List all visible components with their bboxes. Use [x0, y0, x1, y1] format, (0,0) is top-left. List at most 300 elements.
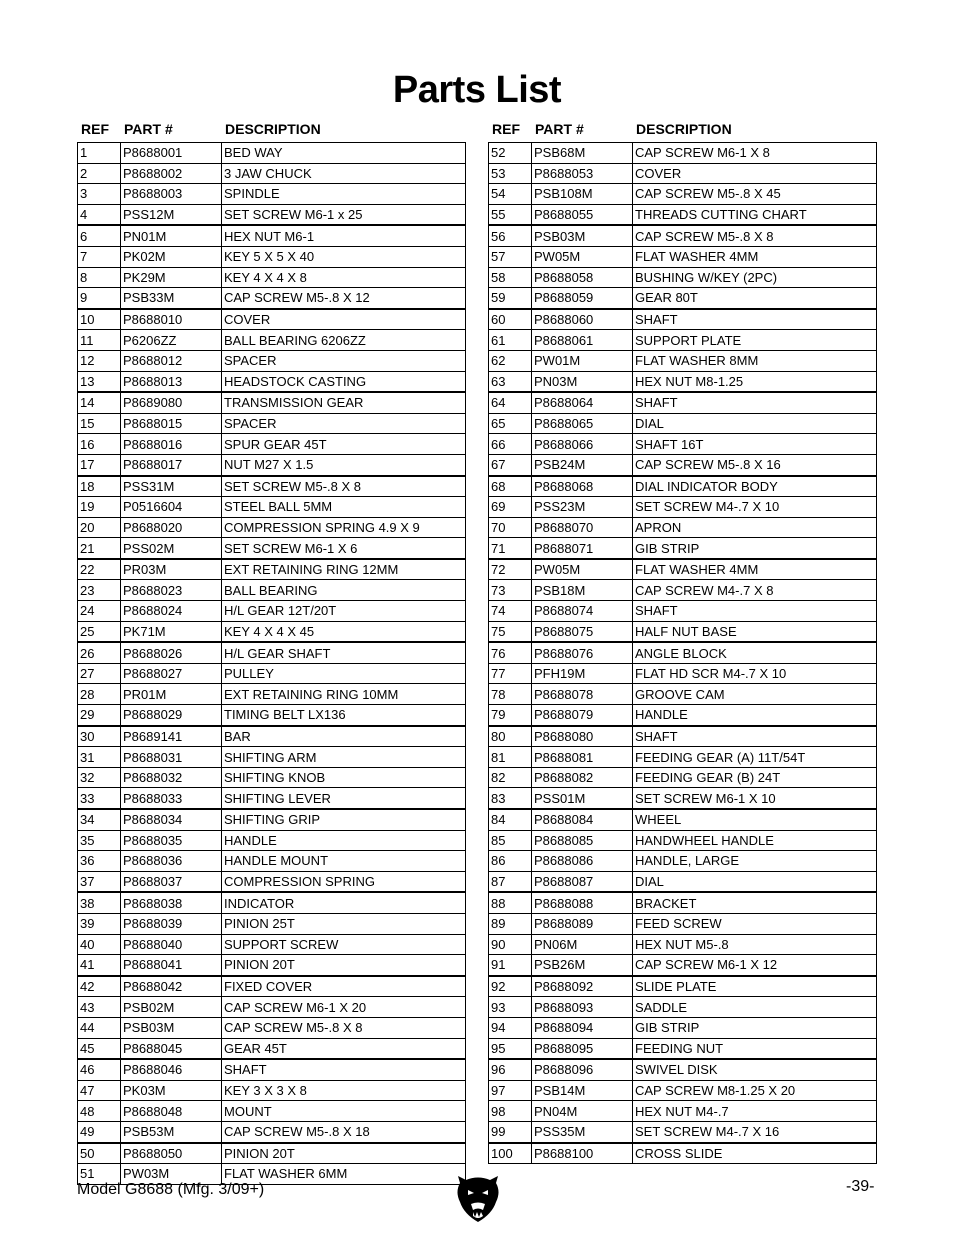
ref-cell: 80 — [489, 726, 532, 747]
description-cell: H/L GEAR 12T/20T — [222, 601, 466, 622]
part-number-cell: PSS01M — [532, 788, 633, 809]
part-number-cell: P8688059 — [532, 288, 633, 309]
ref-cell: 54 — [489, 184, 532, 205]
description-cell: NUT M27 X 1.5 — [222, 454, 466, 475]
part-number-cell: PK71M — [121, 621, 222, 642]
ref-cell: 71 — [489, 538, 532, 559]
part-number-cell: PN03M — [532, 371, 633, 392]
part-number-cell: PSB26M — [532, 955, 633, 976]
description-cell: SET SCREW M5-.8 X 8 — [222, 476, 466, 497]
table-row — [489, 1143, 877, 1164]
table-row — [78, 184, 466, 205]
ref-cell: 27 — [78, 663, 121, 684]
table-row — [489, 1038, 877, 1059]
description-cell: CAP SCREW M5-.8 X 8 — [222, 1017, 466, 1038]
ref-cell: 40 — [78, 934, 121, 955]
description-cell: CAP SCREW M8-1.25 X 20 — [633, 1080, 877, 1101]
description-cell: FIXED COVER — [222, 976, 466, 997]
description-cell: ANGLE BLOCK — [633, 642, 877, 663]
description-header: DESCRIPTION — [225, 121, 321, 137]
part-number-cell: PW03M — [121, 1164, 222, 1185]
ref-cell: 49 — [78, 1121, 121, 1142]
part-number-cell: P8688031 — [121, 747, 222, 768]
ref-cell: 98 — [489, 1101, 532, 1122]
ref-cell: 68 — [489, 476, 532, 497]
table-row — [78, 330, 466, 351]
description-cell: BED WAY — [222, 143, 466, 164]
description-cell: KEY 4 X 4 X 8 — [222, 267, 466, 288]
part-number-cell: PFH19M — [532, 663, 633, 684]
part-number-cell: P8688039 — [121, 913, 222, 934]
ref-cell: 10 — [78, 309, 121, 330]
description-cell: PINION 20T — [222, 1143, 466, 1164]
table-row — [78, 601, 466, 622]
ref-cell: 64 — [489, 392, 532, 413]
table-row — [489, 621, 877, 642]
part-number-cell: PSB02M — [121, 997, 222, 1018]
part-number-cell: P8688074 — [532, 601, 633, 622]
ref-cell: 86 — [489, 851, 532, 872]
table-row — [489, 267, 877, 288]
table-row — [489, 517, 877, 538]
description-cell: FLAT WASHER 4MM — [633, 246, 877, 267]
ref-cell: 19 — [78, 497, 121, 518]
description-cell: SHAFT — [633, 392, 877, 413]
part-number-cell: PN06M — [532, 934, 633, 955]
description-cell: EXT RETAINING RING 10MM — [222, 684, 466, 705]
part-number-cell: PSS02M — [121, 538, 222, 559]
ref-cell: 53 — [489, 163, 532, 184]
description-cell: CAP SCREW M6-1 X 20 — [222, 997, 466, 1018]
part-number-cell: PW01M — [532, 350, 633, 371]
ref-cell: 21 — [78, 538, 121, 559]
table-row — [78, 851, 466, 872]
description-cell: HEX NUT M4-.7 — [633, 1101, 877, 1122]
description-cell: SHAFT — [222, 1059, 466, 1080]
part-number-cell: P8688023 — [121, 580, 222, 601]
ref-cell: 57 — [489, 246, 532, 267]
description-cell: COMPRESSION SPRING — [222, 871, 466, 892]
footer-model: Model G8688 (Mfg. 3/09+) — [77, 1181, 265, 1198]
description-cell: HALF NUT BASE — [633, 621, 877, 642]
ref-cell: 56 — [489, 225, 532, 246]
table-row — [489, 246, 877, 267]
ref-cell: 51 — [78, 1164, 121, 1185]
table-row — [489, 663, 877, 684]
ref-cell: 41 — [78, 955, 121, 976]
table-row — [78, 976, 466, 997]
table-row — [78, 1143, 466, 1164]
ref-cell: 33 — [78, 788, 121, 809]
description-cell: FEEDING GEAR (B) 24T — [633, 767, 877, 788]
table-row — [78, 288, 466, 309]
table-row — [489, 705, 877, 726]
table-row — [489, 143, 877, 164]
part-number-cell: P8688001 — [121, 143, 222, 164]
part-number-cell: P8688081 — [532, 747, 633, 768]
ref-cell: 2 — [78, 163, 121, 184]
description-cell: SHIFTING KNOB — [222, 767, 466, 788]
ref-cell: 6 — [78, 225, 121, 246]
ref-cell: 24 — [78, 601, 121, 622]
table-row — [78, 267, 466, 288]
part-number-cell: P8688100 — [532, 1143, 633, 1164]
description-cell: SET SCREW M6-1 X 10 — [633, 788, 877, 809]
ref-cell: 26 — [78, 642, 121, 663]
part-number-cell: PSB33M — [121, 288, 222, 309]
table-row — [489, 184, 877, 205]
part-number-cell: P8688041 — [121, 955, 222, 976]
description-cell: GIB STRIP — [633, 1017, 877, 1038]
ref-cell: 20 — [78, 517, 121, 538]
part-number-cell: P8688078 — [532, 684, 633, 705]
part-number-cell: PSS35M — [532, 1121, 633, 1142]
ref-cell: 52 — [489, 143, 532, 164]
ref-cell: 47 — [78, 1080, 121, 1101]
ref-cell: 76 — [489, 642, 532, 663]
table-row — [489, 1017, 877, 1038]
ref-cell: 8 — [78, 267, 121, 288]
table-row — [78, 413, 466, 434]
ref-cell: 89 — [489, 913, 532, 934]
description-cell: FLAT WASHER 6MM — [222, 1164, 466, 1185]
table-row — [78, 913, 466, 934]
description-cell: GEAR 45T — [222, 1038, 466, 1059]
ref-cell: 44 — [78, 1017, 121, 1038]
description-cell: SWIVEL DISK — [633, 1059, 877, 1080]
ref-cell: 18 — [78, 476, 121, 497]
part-number-cell: P8688061 — [532, 330, 633, 351]
part-number-cell: P8688068 — [532, 476, 633, 497]
table-row — [489, 454, 877, 475]
description-cell: CAP SCREW M6-1 X 8 — [633, 143, 877, 164]
ref-cell: 63 — [489, 371, 532, 392]
part-number-cell: P8688087 — [532, 871, 633, 892]
table-row — [489, 684, 877, 705]
ref-cell: 31 — [78, 747, 121, 768]
description-cell: CAP SCREW M5-.8 X 16 — [633, 454, 877, 475]
description-cell: HEADSTOCK CASTING — [222, 371, 466, 392]
description-cell: HANDWHEEL HANDLE — [633, 830, 877, 851]
table-row — [78, 163, 466, 184]
ref-cell: 87 — [489, 871, 532, 892]
description-cell: DIAL — [633, 413, 877, 434]
table-row — [489, 851, 877, 872]
description-cell: BALL BEARING 6206ZZ — [222, 330, 466, 351]
description-header: DESCRIPTION — [636, 121, 732, 137]
description-cell: APRON — [633, 517, 877, 538]
left-column-header — [77, 120, 465, 138]
part-number-cell: P8688002 — [121, 163, 222, 184]
part-number-cell: PR01M — [121, 684, 222, 705]
part-number-cell: PSB53M — [121, 1121, 222, 1142]
description-cell: SHAFT — [633, 726, 877, 747]
table-row — [78, 204, 466, 225]
part-number-header: PART # — [535, 121, 584, 137]
description-cell: 3 JAW CHUCK — [222, 163, 466, 184]
ref-cell: 100 — [489, 1143, 532, 1164]
description-cell: CAP SCREW M6-1 X 12 — [633, 955, 877, 976]
ref-cell: 92 — [489, 976, 532, 997]
table-row — [78, 621, 466, 642]
description-cell: TRANSMISSION GEAR — [222, 392, 466, 413]
table-row — [489, 413, 877, 434]
table-row — [489, 871, 877, 892]
part-number-cell: P8688033 — [121, 788, 222, 809]
part-number-cell: P8688088 — [532, 892, 633, 913]
description-cell: SLIDE PLATE — [633, 976, 877, 997]
table-row — [78, 955, 466, 976]
ref-cell: 36 — [78, 851, 121, 872]
part-number-cell: P8688042 — [121, 976, 222, 997]
ref-cell: 61 — [489, 330, 532, 351]
description-cell: SHIFTING GRIP — [222, 809, 466, 830]
description-cell: HANDLE — [633, 705, 877, 726]
ref-cell: 90 — [489, 934, 532, 955]
ref-cell: 60 — [489, 309, 532, 330]
table-row — [78, 934, 466, 955]
part-number-cell: PN04M — [532, 1101, 633, 1122]
description-cell: MOUNT — [222, 1101, 466, 1122]
table-row — [78, 747, 466, 768]
ref-cell: 43 — [78, 997, 121, 1018]
table-row — [78, 246, 466, 267]
description-cell: SUPPORT PLATE — [633, 330, 877, 351]
table-row — [78, 705, 466, 726]
part-number-cell: PK02M — [121, 246, 222, 267]
table-row — [489, 225, 877, 246]
table-row — [489, 830, 877, 851]
description-cell: FEEDING GEAR (A) 11T/54T — [633, 747, 877, 768]
part-number-cell: P8688060 — [532, 309, 633, 330]
table-row — [78, 476, 466, 497]
ref-cell: 48 — [78, 1101, 121, 1122]
table-row — [78, 830, 466, 851]
parts-table-right — [488, 142, 877, 1164]
ref-cell: 46 — [78, 1059, 121, 1080]
table-row — [489, 434, 877, 455]
table-row — [489, 330, 877, 351]
table-row — [489, 1059, 877, 1080]
part-number-cell: P8688093 — [532, 997, 633, 1018]
table-row — [489, 997, 877, 1018]
table-row — [78, 309, 466, 330]
ref-cell: 3 — [78, 184, 121, 205]
ref-cell: 82 — [489, 767, 532, 788]
table-row — [78, 871, 466, 892]
part-number-cell: P8688076 — [532, 642, 633, 663]
table-row — [78, 1017, 466, 1038]
description-cell: KEY 3 X 3 X 8 — [222, 1080, 466, 1101]
part-number-cell: PK03M — [121, 1080, 222, 1101]
description-cell: CROSS SLIDE — [633, 1143, 877, 1164]
part-number-cell: P8688016 — [121, 434, 222, 455]
description-cell: SET SCREW M6-1 x 25 — [222, 204, 466, 225]
part-number-cell: PSB03M — [121, 1017, 222, 1038]
part-number-cell: P8688046 — [121, 1059, 222, 1080]
part-number-cell: P8688040 — [121, 934, 222, 955]
ref-header: REF — [81, 121, 109, 137]
part-number-cell: PSB14M — [532, 1080, 633, 1101]
ref-cell: 14 — [78, 392, 121, 413]
description-cell: SADDLE — [633, 997, 877, 1018]
description-cell: EXT RETAINING RING 12MM — [222, 559, 466, 580]
ref-cell: 97 — [489, 1080, 532, 1101]
ref-cell: 11 — [78, 330, 121, 351]
ref-cell: 72 — [489, 559, 532, 580]
table-row — [489, 955, 877, 976]
table-row — [489, 392, 877, 413]
part-number-cell: P8688089 — [532, 913, 633, 934]
ref-cell: 58 — [489, 267, 532, 288]
description-cell: WHEEL — [633, 809, 877, 830]
table-row — [78, 517, 466, 538]
ref-cell: 7 — [78, 246, 121, 267]
description-cell: BALL BEARING — [222, 580, 466, 601]
page-number: -39- — [846, 1178, 875, 1195]
description-cell: SET SCREW M4-.7 X 10 — [633, 497, 877, 518]
part-number-cell: P8688013 — [121, 371, 222, 392]
description-cell: COMPRESSION SPRING 4.9 X 9 — [222, 517, 466, 538]
part-number-cell: P8688080 — [532, 726, 633, 747]
ref-cell: 9 — [78, 288, 121, 309]
table-row — [489, 538, 877, 559]
ref-cell: 67 — [489, 454, 532, 475]
ref-cell: 4 — [78, 204, 121, 225]
part-number-cell: P8688032 — [121, 767, 222, 788]
part-number-cell: P8688058 — [532, 267, 633, 288]
ref-cell: 55 — [489, 204, 532, 225]
part-number-cell: P8688064 — [532, 392, 633, 413]
description-cell: SPACER — [222, 350, 466, 371]
table-row — [489, 809, 877, 830]
table-row — [489, 642, 877, 663]
table-row — [78, 726, 466, 747]
table-row — [489, 204, 877, 225]
part-number-cell: P8688085 — [532, 830, 633, 851]
table-row — [78, 1121, 466, 1142]
part-number-cell: P8688034 — [121, 809, 222, 830]
table-row — [78, 767, 466, 788]
part-number-cell: P8688012 — [121, 350, 222, 371]
part-number-cell: P8688070 — [532, 517, 633, 538]
part-number-cell: PSB18M — [532, 580, 633, 601]
part-number-cell: PR03M — [121, 559, 222, 580]
part-number-cell: P8688055 — [532, 204, 633, 225]
part-number-cell: P8688066 — [532, 434, 633, 455]
table-row — [78, 684, 466, 705]
ref-cell: 62 — [489, 350, 532, 371]
ref-cell: 12 — [78, 350, 121, 371]
description-cell: FEEDING NUT — [633, 1038, 877, 1059]
table-row — [78, 663, 466, 684]
part-number-cell: P8688017 — [121, 454, 222, 475]
ref-cell: 91 — [489, 955, 532, 976]
table-row — [78, 642, 466, 663]
ref-cell: 73 — [489, 580, 532, 601]
ref-cell: 81 — [489, 747, 532, 768]
table-row — [78, 1080, 466, 1101]
table-row — [489, 747, 877, 768]
description-cell: SPACER — [222, 413, 466, 434]
table-row — [489, 976, 877, 997]
part-number-cell: P8689080 — [121, 392, 222, 413]
description-cell: GROOVE CAM — [633, 684, 877, 705]
part-number-cell: P8688035 — [121, 830, 222, 851]
page-title: Parts List — [392, 69, 562, 111]
description-cell: STEEL BALL 5MM — [222, 497, 466, 518]
description-cell: CAP SCREW M5-.8 X 18 — [222, 1121, 466, 1142]
description-cell: HANDLE MOUNT — [222, 851, 466, 872]
table-row — [489, 476, 877, 497]
description-cell: SHAFT — [633, 601, 877, 622]
part-number-cell: PSB03M — [532, 225, 633, 246]
table-row — [78, 892, 466, 913]
ref-cell: 78 — [489, 684, 532, 705]
description-cell: FLAT WASHER 8MM — [633, 350, 877, 371]
table-row — [489, 163, 877, 184]
description-cell: BRACKET — [633, 892, 877, 913]
table-row — [78, 997, 466, 1018]
description-cell: FLAT HD SCR M4-.7 X 10 — [633, 663, 877, 684]
ref-cell: 74 — [489, 601, 532, 622]
part-number-cell: P8688079 — [532, 705, 633, 726]
table-row — [78, 497, 466, 518]
description-cell: SHIFTING ARM — [222, 747, 466, 768]
description-cell: DIAL — [633, 871, 877, 892]
table-row — [489, 497, 877, 518]
part-number-cell: P8688038 — [121, 892, 222, 913]
description-cell: FLAT WASHER 4MM — [633, 559, 877, 580]
ref-cell: 16 — [78, 434, 121, 455]
part-number-cell: P8689141 — [121, 726, 222, 747]
table-row — [78, 538, 466, 559]
part-number-cell: PSB24M — [532, 454, 633, 475]
ref-cell: 34 — [78, 809, 121, 830]
description-cell: GEAR 80T — [633, 288, 877, 309]
part-number-cell: P8688071 — [532, 538, 633, 559]
part-number-cell: PSS23M — [532, 497, 633, 518]
description-cell: CAP SCREW M5-.8 X 8 — [633, 225, 877, 246]
table-row — [78, 1059, 466, 1080]
description-cell: HEX NUT M5-.8 — [633, 934, 877, 955]
part-number-cell: P0516604 — [121, 497, 222, 518]
ref-cell: 23 — [78, 580, 121, 601]
part-number-cell: P8688037 — [121, 871, 222, 892]
part-number-cell: P6206ZZ — [121, 330, 222, 351]
description-cell: SHIFTING LEVER — [222, 788, 466, 809]
ref-cell: 37 — [78, 871, 121, 892]
description-cell: CAP SCREW M5-.8 X 12 — [222, 288, 466, 309]
description-cell: HANDLE — [222, 830, 466, 851]
ref-cell: 79 — [489, 705, 532, 726]
part-number-cell: P8688048 — [121, 1101, 222, 1122]
bear-head-icon — [454, 1174, 502, 1224]
table-row — [78, 434, 466, 455]
part-number-cell: PSS12M — [121, 204, 222, 225]
description-cell: BUSHING W/KEY (2PC) — [633, 267, 877, 288]
part-number-cell: P8688082 — [532, 767, 633, 788]
part-number-cell: P8688026 — [121, 642, 222, 663]
part-number-cell: P8688094 — [532, 1017, 633, 1038]
ref-cell: 94 — [489, 1017, 532, 1038]
part-number-cell: P8688086 — [532, 851, 633, 872]
description-cell: BAR — [222, 726, 466, 747]
part-number-cell: P8688053 — [532, 163, 633, 184]
description-cell: DIAL INDICATOR BODY — [633, 476, 877, 497]
description-cell: THREADS CUTTING CHART — [633, 204, 877, 225]
table-row — [489, 580, 877, 601]
